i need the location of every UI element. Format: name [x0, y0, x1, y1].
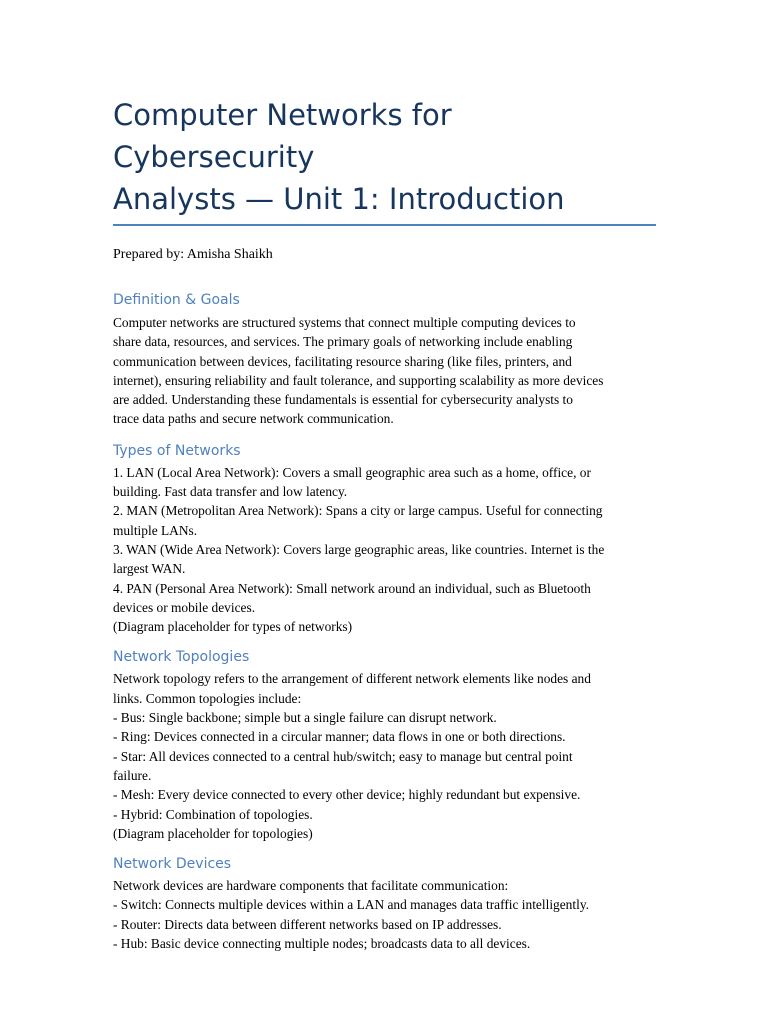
document-title-line-2: Analysts — Unit 1: Introduction [113, 182, 565, 216]
section-heading: Network Devices [113, 856, 232, 873]
body-line: trace data paths and secure network communication. [113, 411, 394, 427]
byline: Prepared by: Amisha Shaikh [113, 247, 273, 262]
body-line: devices or mobile devices. [113, 599, 256, 615]
body-line: Network devices are hardware components that facilitate communication: [113, 878, 509, 894]
body-line: - Router: Directs data between different networks based on IP addresses. [113, 916, 502, 932]
body-line: - Bus: Single backbone; simple but a single failure can disrupt network. [113, 710, 497, 726]
section-heading: Network Topologies [113, 649, 250, 666]
body-line: communication between devices, facilitating resource sharing (like files, printers, and [113, 353, 572, 369]
body-line: - Ring: Devices connected in a circular manner; data flows in one or both directions. [113, 729, 566, 745]
section-network-topologies [113, 648, 658, 843]
body-line: share data, resources, and services. The primary goals of networking include enabling [113, 334, 573, 350]
body-line: internet), ensuring reliability and fault tolerance, and supporting scalability as more devices [113, 372, 604, 388]
body-line: - Hub: Basic device connecting multiple nodes; broadcasts data to all devices. [113, 936, 531, 952]
body-line: - Hybrid: Combination of topologies. [113, 806, 313, 822]
body-line: building. Fast data transfer and low latency. [113, 484, 348, 500]
body-line: - Switch: Connects multiple devices within a LAN and manages data traffic intelligently. [113, 897, 589, 913]
section-body [113, 463, 658, 637]
body-line: failure. [113, 767, 152, 783]
diagram-placeholder-text: (Diagram placeholder for types of networks) [113, 619, 353, 635]
section-heading: Types of Networks [113, 442, 241, 459]
section-heading: Definition & Goals [113, 292, 240, 308]
body-line: - Star: All devices connected to a central hub/switch; easy to manage but central point [113, 748, 573, 764]
document-title [113, 94, 658, 220]
body-line: 1. LAN (Local Area Network): Covers a small geographic area such as a home, office, or [113, 464, 591, 480]
section-types-of-networks [113, 442, 658, 637]
section-body [113, 669, 658, 843]
body-line: links. Common topologies include: [113, 690, 302, 706]
body-line: multiple LANs. [113, 522, 198, 538]
body-line: 2. MAN (Metropolitan Area Network): Spans a city or large campus. Useful for connecting [113, 503, 603, 519]
body-line: - Mesh: Every device connected to every other device; highly redundant but expensive. [113, 787, 581, 803]
body-line: largest WAN. [113, 561, 186, 577]
body-line: 4. PAN (Personal Area Network): Small network around an individual, such as Bluetooth [113, 580, 591, 596]
body-line: 3. WAN (Wide Area Network): Covers large geographic areas, like countries. Internet is the [113, 541, 605, 557]
document-title-line-1: Computer Networks for Cybersecurity [113, 98, 452, 174]
section-network-devices [113, 855, 658, 953]
body-line: Computer networks are structured systems that connect multiple computing devices to [113, 315, 576, 330]
section-definition-goals [113, 291, 658, 429]
section-body [113, 876, 658, 953]
diagram-placeholder-text: (Diagram placeholder for topologies) [113, 825, 313, 841]
title-underline [113, 224, 656, 226]
section-body [113, 313, 658, 429]
body-line: are added. Understanding these fundamentals is essential for cybersecurity analysts to [113, 392, 573, 408]
body-line: Network topology refers to the arrangement of different network elements like nodes and [113, 671, 591, 687]
